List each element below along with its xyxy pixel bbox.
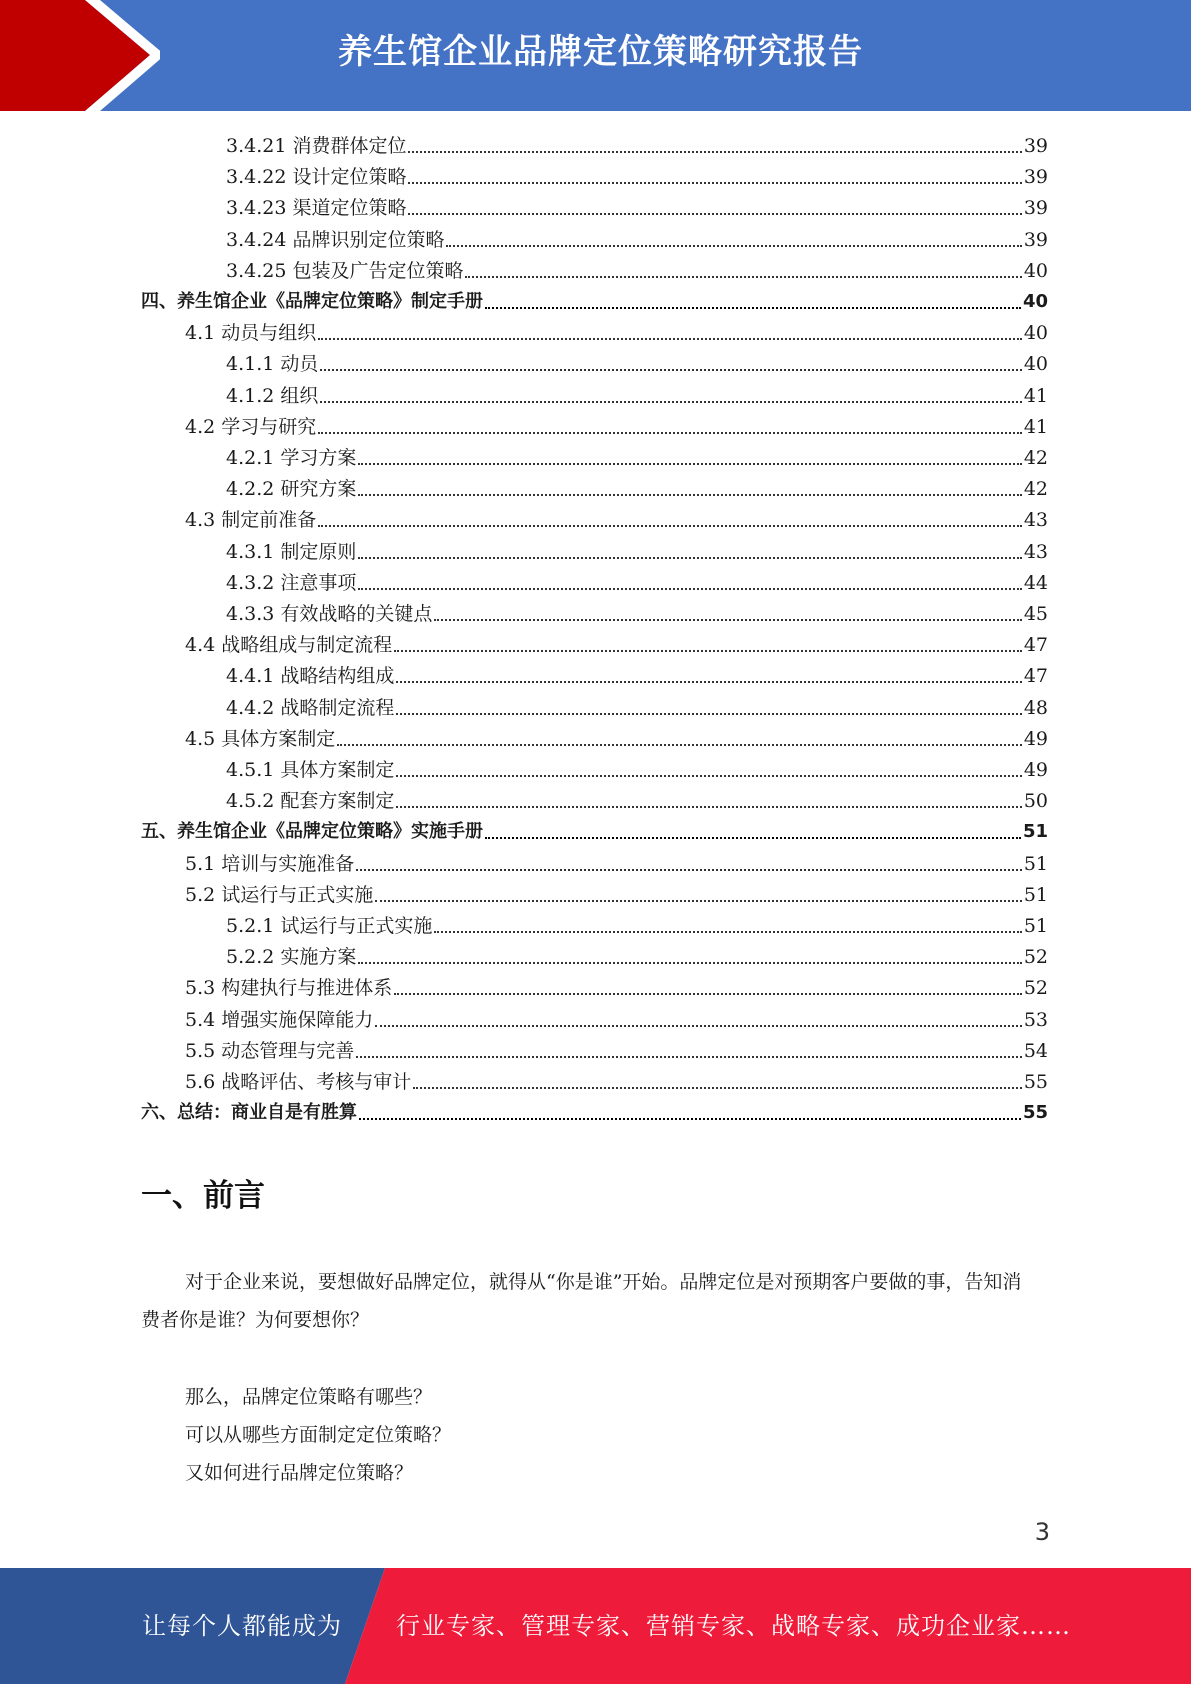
toc-leader-dots [446,243,1021,247]
toc-entry-label: 4.1.2 组织 [226,384,319,407]
toc-leader-dots [394,991,1022,995]
toc-leader-dots [485,835,1021,839]
toc-entry[interactable] [226,158,1048,189]
header-chevron-icon [0,0,160,111]
toc-entry-label: 5.2.2 实施方案 [226,946,357,969]
toc-entry-label: 4.2 学习与研究 [185,415,317,438]
toc-entry[interactable] [185,408,1048,439]
toc-entry[interactable] [185,876,1048,907]
toc-entry-label: 五、养生馆企业《品牌定位策略》实施手册 [141,821,483,843]
toc-entry-page: 54 [1023,1039,1048,1062]
toc-entry-page: 48 [1023,696,1048,719]
toc-entry[interactable] [226,377,1048,408]
toc-leader-dots [318,336,1022,340]
toc-entry-page: 39 [1023,135,1048,157]
toc-entry-label: 5.2 试运行与正式实施 [185,883,374,906]
toc-entry-page: 43 [1023,509,1048,532]
toc-entry-page: 42 [1023,447,1048,469]
toc-entry-page: 49 [1023,727,1048,750]
toc-entry-label: 4.3.3 有效战略的关键点 [226,603,433,625]
toc-entry-page: 40 [1023,322,1048,345]
toc-entry-label: 3.4.25 包装及广告定位策略 [226,259,464,282]
toc-leader-dots [396,804,1021,808]
toc-leader-dots [358,461,1021,465]
toc-entry-page: 51 [1023,852,1048,875]
toc-entry[interactable] [226,252,1048,283]
toc-entry[interactable] [226,782,1048,813]
toc-entry[interactable] [141,1094,1048,1125]
toc-entry-page: 51 [1023,915,1048,937]
toc-entry-label: 5.2.1 试运行与正式实施 [226,915,433,937]
footer-slogan-left: 让每个人都能成为 [142,1612,342,1640]
toc-entry-label: 4.3.1 制定原则 [226,540,357,563]
toc-entry-page: 51 [1023,883,1048,906]
toc-entry[interactable] [226,751,1048,782]
question-line: 可以从哪些方面制定定位策略？ [185,1424,452,1446]
toc-leader-dots [375,1023,1022,1027]
toc-entry[interactable] [185,501,1048,532]
toc-leader-dots [465,274,1021,278]
toc-entry-page: 41 [1023,384,1048,407]
toc-leader-dots [485,305,1021,309]
toc-leader-dots [396,773,1021,777]
toc-leader-dots [396,711,1021,715]
toc-entry-page: 51 [1022,821,1048,843]
toc-entry-page: 40 [1023,353,1048,376]
toc-entry-label: 3.4.21 消费群体定位 [226,135,407,157]
question-line: 又如何进行品牌定位策略？ [185,1462,414,1484]
intro-paragraph: 对于企业来说，要想做好品牌定位，就得从“你是谁”开始。品牌定位是对预期客户要做的事，告知消费者你是谁？为何要想你？ [141,1271,1022,1331]
toc-entry-page: 47 [1023,665,1048,688]
document-title: 养生馆企业品牌定位策略研究报告 [338,32,863,72]
toc-entry[interactable] [226,564,1048,595]
toc-entry[interactable] [226,938,1048,969]
toc-entry[interactable] [226,689,1048,720]
toc-entry-page: 39 [1023,228,1048,251]
footer-slogan-right: 行业专家、管理专家、营销专家、战略专家、成功企业家…… [396,1612,1071,1640]
toc-leader-dots [358,555,1021,559]
toc-leader-dots [358,960,1021,964]
toc-entry-label: 5.5 动态管理与完善 [185,1039,355,1062]
toc-entry-label: 3.4.22 设计定位策略 [226,166,407,189]
toc-entry-label: 四、养生馆企业《品牌定位策略》制定手册 [141,291,483,312]
toc-leader-dots [318,430,1022,434]
toc-leader-dots [408,180,1021,184]
toc-entry-label: 4.1.1 动员 [226,353,319,376]
toc-entry-page: 53 [1023,1008,1048,1031]
toc-entry-page: 39 [1023,197,1048,220]
toc-entry[interactable] [226,533,1048,564]
toc-entry-label: 4.4.2 战略制定流程 [226,696,395,719]
toc-entry[interactable] [226,127,1048,158]
page-header [0,0,1191,111]
toc-entry-label: 4.5.1 具体方案制定 [226,759,395,781]
toc-entry[interactable] [185,1063,1048,1094]
toc-entry[interactable] [185,969,1048,1000]
toc-leader-dots [375,898,1022,902]
toc-entry[interactable] [226,439,1048,470]
toc-entry-page: 45 [1023,603,1048,625]
toc-entry-page: 55 [1022,1102,1048,1124]
toc-entry-label: 5.3 构建执行与推进体系 [185,977,393,1000]
toc-leader-dots [396,679,1021,683]
toc-entry[interactable] [226,470,1048,501]
toc-leader-dots [434,929,1021,933]
toc-entry-label: 4.3 制定前准备 [185,509,317,532]
toc-entry[interactable] [185,1001,1048,1032]
toc-entry-label: 3.4.23 渠道定位策略 [226,197,407,220]
toc-leader-dots [318,523,1022,527]
toc-leader-dots [394,648,1022,652]
toc-entry-label: 5.4 增强实施保障能力 [185,1008,374,1031]
toc-entry-page: 47 [1023,634,1048,657]
toc-entry-page: 44 [1023,571,1048,594]
page-footer [0,1568,1191,1684]
toc-entry-label: 六、总结：商业自是有胜算 [141,1102,357,1124]
toc-entry[interactable] [226,657,1048,688]
toc-entry-label: 4.1 动员与组织 [185,322,317,345]
toc-leader-dots [434,617,1021,621]
toc-entry-label: 4.3.2 注意事项 [226,571,357,594]
toc-entry[interactable] [226,595,1048,626]
toc-leader-dots [358,586,1021,590]
toc-entry[interactable] [226,221,1048,252]
toc-leader-dots [356,1054,1022,1058]
toc-entry-label: 4.4.1 战略结构组成 [226,665,395,688]
toc-entry[interactable] [185,720,1048,751]
toc-entry-page: 50 [1023,790,1048,813]
toc-leader-dots [356,867,1022,871]
page-number: 3 [1034,1518,1050,1546]
toc-leader-dots [359,1116,1021,1120]
toc-entry-label: 4.5.2 配套方案制定 [226,790,395,813]
toc-entry-page: 42 [1023,478,1048,501]
toc-entry[interactable] [226,345,1048,376]
toc-entry[interactable] [141,283,1048,314]
toc-entry[interactable] [141,813,1048,844]
toc-entry-page: 39 [1023,166,1048,189]
toc-entry-page: 52 [1023,946,1048,969]
toc-entry-page: 40 [1023,259,1048,282]
toc-leader-dots [320,399,1021,403]
toc-leader-dots [408,211,1021,215]
question-line: 那么，品牌定位策略有哪些？ [185,1386,433,1408]
section-heading: 一、前言 [141,1178,265,1214]
toc-entry[interactable] [185,845,1048,876]
toc-entry-label: 4.2.1 学习方案 [226,447,357,469]
toc-entry[interactable] [185,314,1048,345]
toc-entry[interactable] [185,626,1048,657]
toc-entry-label: 5.6 战略评估、考核与审计 [185,1071,412,1093]
toc-entry[interactable] [226,907,1048,938]
toc-leader-dots [320,367,1021,371]
toc-leader-dots [413,1085,1022,1089]
toc-entry-label: 3.4.24 品牌识别定位策略 [226,228,445,251]
toc-entry-label: 4.5 具体方案制定 [185,727,336,750]
toc-entry[interactable] [226,189,1048,220]
toc-entry-page: 40 [1022,291,1048,312]
toc-entry[interactable] [185,1032,1048,1063]
toc-leader-dots [358,492,1021,496]
toc-entry-page: 55 [1023,1071,1048,1093]
toc-entry-page: 43 [1023,540,1048,563]
toc-entry-label: 5.1 培训与实施准备 [185,852,355,875]
toc-entry-page: 41 [1023,415,1048,438]
toc-leader-dots [408,149,1021,153]
toc-leader-dots [337,742,1022,746]
toc-entry-label: 4.4 战略组成与制定流程 [185,634,393,657]
toc-entry-page: 49 [1023,759,1048,781]
toc-entry-label: 4.2.2 研究方案 [226,478,357,501]
toc-entry-page: 52 [1023,977,1048,1000]
